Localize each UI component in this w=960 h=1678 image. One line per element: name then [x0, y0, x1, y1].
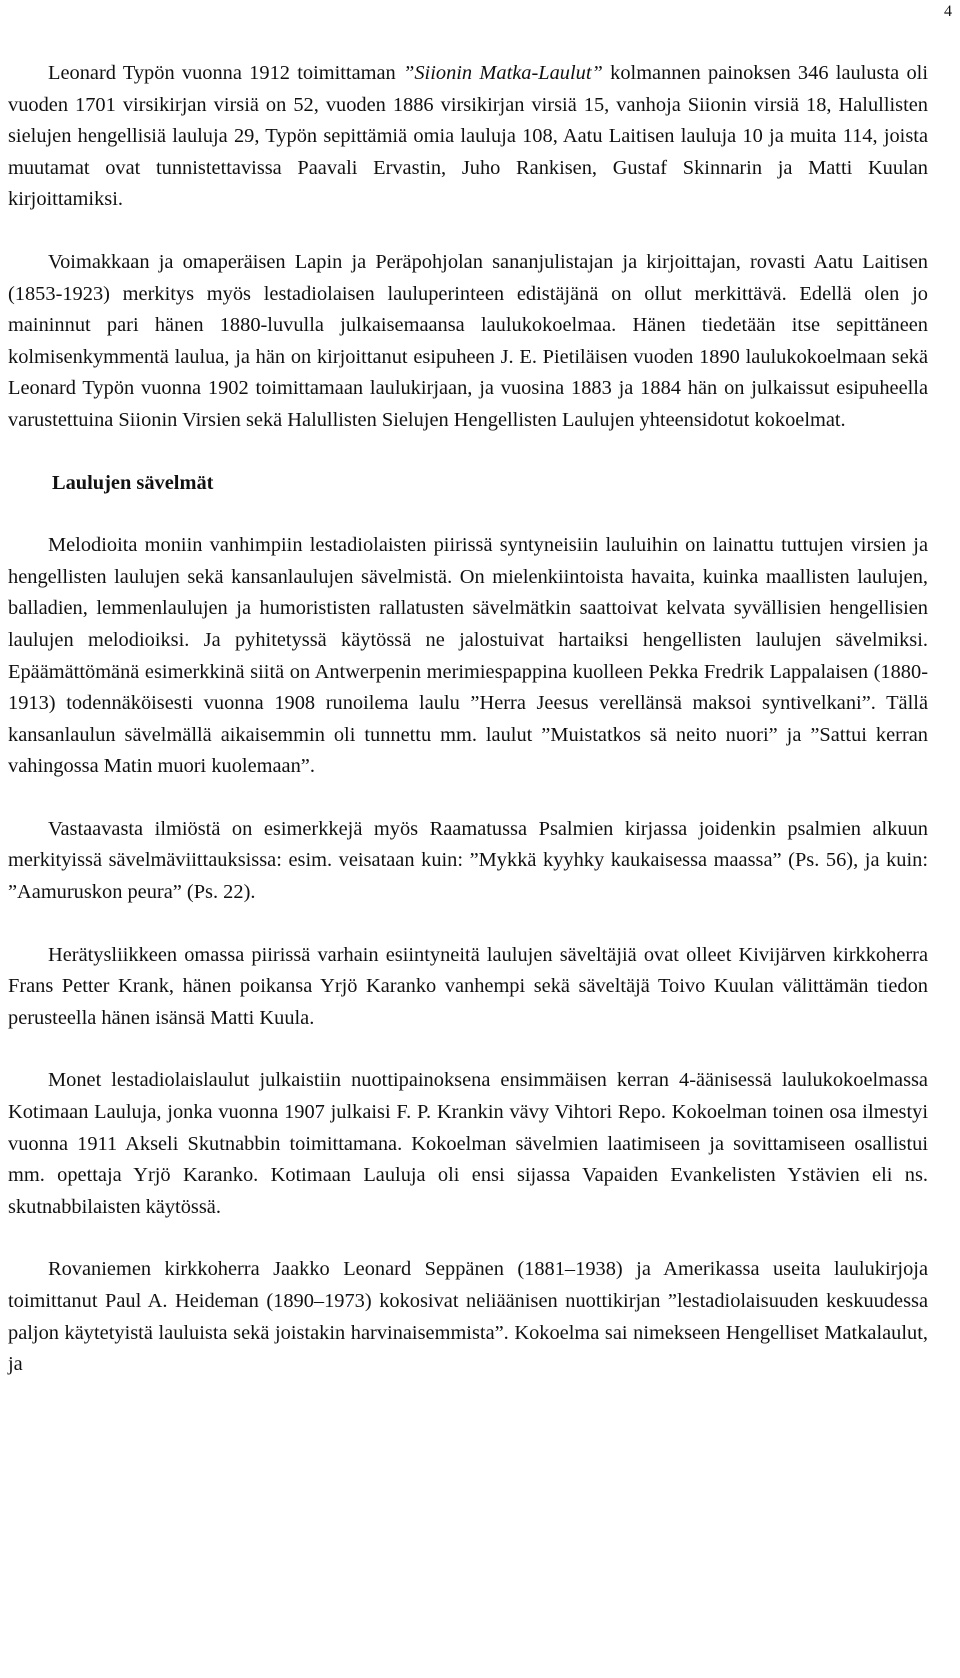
- paragraph-gap: [8, 909, 928, 940]
- paragraph-psalms: Vastaavasta ilmiöstä on esimerkkejä myös Raamatussa Psalmien kirjassa joidenkin psalmien alkuun merkityissä sävelmäviittauksissa: esim. veisataan kuin: ”Mykkä kyyhky kaukaisessa maassa” (Ps. 56), ja kuin: ”Aamuruskon peura” (Ps. 22).: [8, 817, 928, 904]
- paragraph-gap: [8, 1223, 928, 1254]
- document-body: [8, 58, 928, 1381]
- paragraph-gap: [8, 1034, 928, 1065]
- paragraph-aatu-laitinen: Voimakkaan ja omaperäisen Lapin ja Peräpohjolan sananjulistajan ja kirjoittajan, rovasti Aatu Laitisen (1853-1923) merkitys myös lestadiolaisen lauluperinteen edistäjänä on ollut merkittävä. Edellä olen jo maininnut pari hänen 1880-luvulla julkaisemaansa laulukokoelmaa. Hänen tiedetään itse sepittäneen kolmisenkymmentä laulua, ja hän on kirjoittanut esipuheen J. E. Pietiläisen vuoden 1890 laulukokoelmaan sekä Leonard Typön vuonna 1902 toimittamaan laulukirjaan, ja vuosina 1883 ja 1884 hän on julkaissut esipuheella varustettuina Siionin Virsien sekä Halullisten Sielujen Hengellisten Laulujen yhteensidotut kokoelmat.: [8, 250, 928, 431]
- paragraph-gap: [8, 783, 928, 814]
- paragraph-gap: [8, 499, 928, 530]
- paragraph-siionin-matka-laulut: [8, 58, 928, 216]
- paragraph-1-end: kolmannen painoksen 346 laulusta oli vuoden 1701 virsikirjan virsiä on 52, vuoden 1886 virsikirjan virsiä 15, vanhoja Siionin virsiä 18, Halullisten sielujen hengellisiä lauluja 29, Typön sepittämiä omia lauluja 108, Aatu Laitisen lauluja 10 ja muita 114, joista muutamat ovat tunnistettavissa Paavali Ervastin, Juho Rankisen, Gustaf Skinnarin ja Matti Kuulan kirjoittamiksi.: [8, 62, 928, 211]
- book-title-siionin-matka-laulut: ”Siionin Matka-Laulut”: [403, 62, 603, 84]
- page-number: 4: [944, 3, 952, 20]
- section-heading: Laulujen sävelmät: [52, 471, 214, 494]
- paragraph-gap: [8, 216, 928, 247]
- paragraph-1-start: Leonard Typön vuonna 1912 toimittaman: [48, 62, 404, 84]
- paragraph-gap: [8, 437, 928, 468]
- paragraph-matkalaulut: Rovaniemen kirkkoherra Jaakko Leonard Seppänen (1881–1938) ja Amerikassa useita laulukirjoja toimittanut Paul A. Heideman (1890–1973) kokosivat neliäänisen nuottikirjan ”lestadiolaisuuden keskuudessa paljon käytetyistä lauluista sekä joistakin harvinaisemmista”. Kokoelma sai nimekseen Hengelliset Matkalaulut, ja: [8, 1258, 928, 1376]
- paragraph-kotimaan-lauluja: Monet lestadiolaislaulut julkaistiin nuottipainoksena ensimmäisen kerran 4-äänisessä laulukokoelmassa Kotimaan Lauluja, jonka vuonna 1907 julkaisi F. P. Krankin vävy Vihtori Repo. Kokoelman toinen osa ilmestyi vuonna 1911 Akseli Skutnabbin toimittamana. Kokoelman sävelmien laatimiseen ja sovittamiseen osallistui mm. opettaja Yrjö Karanko. Kotimaan Lauluja oli ensi sijassa Vapaiden Evankelisten Ystävien eli ns. skutnabbilaisten käytössä.: [8, 1069, 928, 1218]
- paragraph-composers: Herätysliikkeen omassa piirissä varhain esiintyneitä laulujen säveltäjiä ovat olleet Kivijärven kirkkoherra Frans Petter Krank, hänen poikansa Yrjö Karanko vanhempi sekä säveltäjä Toivo Kuulan välittämän tiedon perusteella hänen isänsä Matti Kuula.: [8, 943, 928, 1029]
- paragraph-melodies: Melodioita moniin vanhimpiin lestadiolaisten piirissä syntyneisiin lauluihin on lainattu tuttujen virsien ja hengellisten laulujen sekä kansanlaulujen sävelmistä. On mielenkiintoista havaita, kuinka maallisten laulujen, balladien, lemmenlaulujen ja humorististen rallatusten sävelmätkin saattoivat kelvata syvällisien hengellisien laulujen melodioiksi. Ja pyhitetyssä käytössä ne jalostuivat hartaiksi hengellisten laulujen sävelmiksi. Epäämättömänä esimerkkinä siitä on Antwerpenin merimiespappina kuolleen Pekka Fredrik Lappalaisen (1880-1913) todennäköisesti vuonna 1908 runoilema laulu ”Herra Jeesus verellänsä maksoi syntivelkani”. Tällä kansanlaulun sävelmällä aikaisemmin oli tunnettu mm. laulut ”Muistatkos sä neito nuori” ja ”Sattui kerran vahingossa Matin muori kuolemaan”.: [8, 534, 928, 778]
